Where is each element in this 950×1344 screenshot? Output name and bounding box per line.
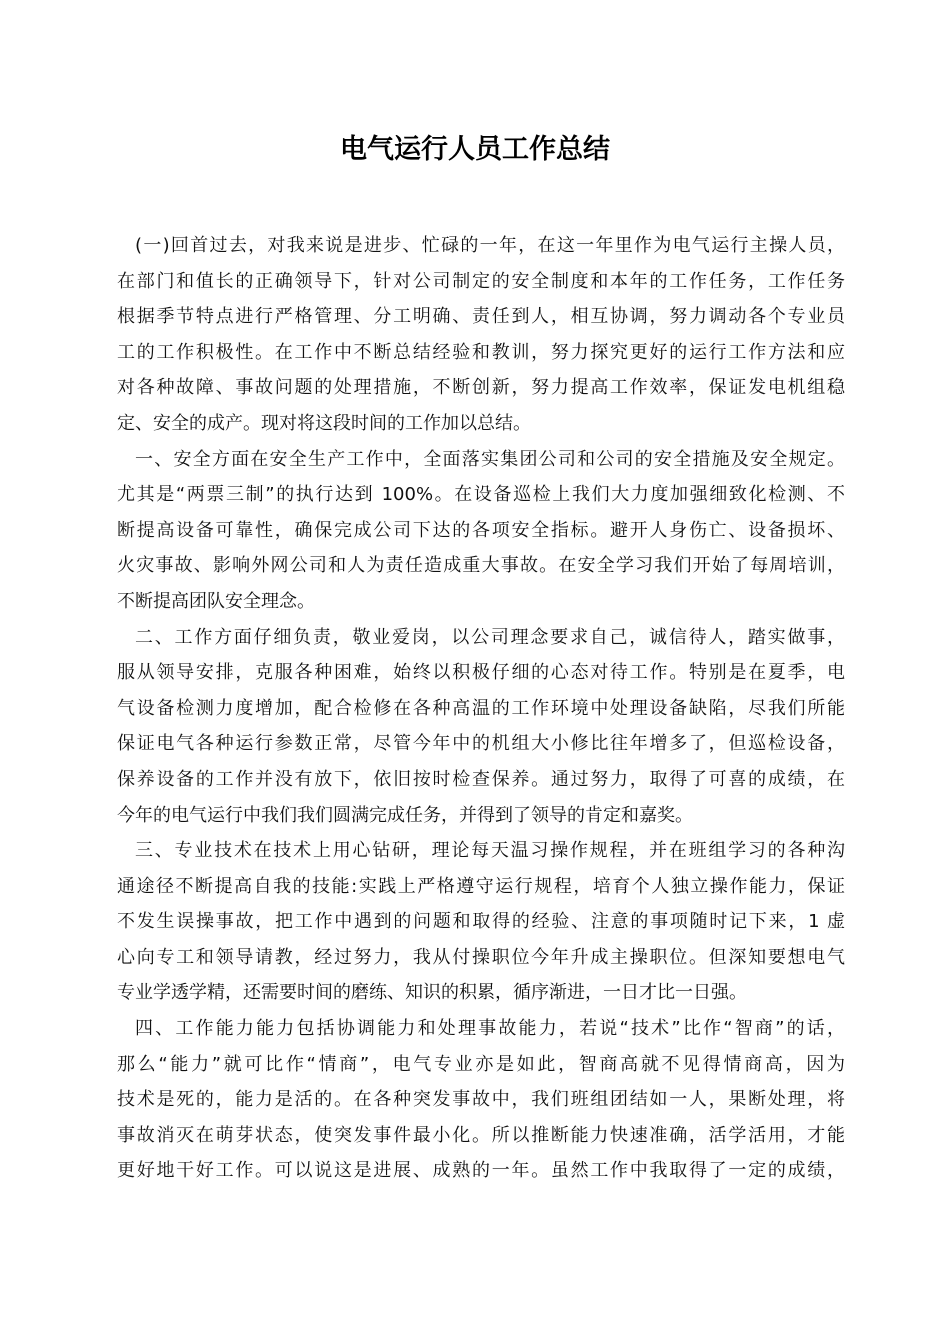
document-title: 电气运行人员工作总结	[340, 134, 610, 165]
paragraph-line: (一)回首过去，对我来说是进步、忙碌的一年，在这一年里作为电气运行主操人员，	[135, 235, 845, 256]
paragraph-line: 断提高设备可靠性，确保完成公司下达的各项安全指标。避开人身伤亡、设备损坏、	[117, 519, 845, 541]
paragraph-line: 心向专工和领导请教，经过努力，我从付操职位今年升成主操职位。但深知要想电气	[117, 946, 845, 968]
paragraph-line: 服从领导安排，克服各种困难，始终以积极仔细的心态对待工作。特别是在夏季，电	[117, 662, 845, 684]
paragraph-line: 更好地干好工作。可以说这是进展、成熟的一年。虽然工作中我取得了一定的成绩，	[117, 1160, 845, 1182]
paragraph-line: 定、安全的成产。现对将这段时间的工作加以总结。	[117, 412, 531, 434]
paragraph-line: 那么“能力”就可比作“情商”，电气专业亦是如此，智商高就不见得情商高，因为	[117, 1053, 845, 1075]
paragraph-line: 一、安全方面在安全生产工作中，全面落实集团公司和公司的安全措施及安全规定。	[135, 448, 845, 470]
paragraph-work	[117, 620, 845, 834]
paragraph-line: 气设备检测力度增加，配合检修在各种高温的工作环境中处理设备缺陷，尽我们所能	[117, 697, 845, 719]
paragraph-line: 工的工作积极性。在工作中不断总结经验和教训，努力探究更好的运行工作方法和应	[117, 341, 845, 363]
paragraph-intro	[117, 228, 845, 442]
paragraph-line: 通途径不断提高自我的技能:实践上严格遵守运行规程，培育个人独立操作能力，保证	[117, 875, 845, 897]
paragraph-line: 根据季节特点进行严格管理、分工明确、责任到人，相互协调，努力调动各个专业员	[117, 306, 845, 328]
paragraph-line: 不发生误操事故，把工作中遇到的问题和取得的经验、注意的事项随时记下来，1 虚	[117, 911, 845, 933]
paragraph-line: 尤其是“两票三制”的执行达到 100%。在设备巡检上我们大力度加强细致化检测、不	[117, 484, 845, 506]
document-body	[117, 228, 845, 1189]
paragraph-line: 保养设备的工作并没有放下，依旧按时检查保养。通过努力，取得了可喜的成绩，在	[117, 768, 845, 790]
paragraph-line: 专业学透学精，还需要时间的磨练、知识的积累，循序渐进，一日才比一日强。	[117, 982, 747, 1004]
paragraph-line: 二、工作方面仔细负责，敬业爱岗，以公司理念要求自己，诚信待人，踏实做事，	[135, 626, 845, 648]
paragraph-line: 四、工作能力能力包括协调能力和处理事故能力，若说“技术”比作“智商”的话，	[135, 1018, 845, 1040]
paragraph-line: 在部门和值长的正确领导下，针对公司制定的安全制度和本年的工作任务，工作任务	[117, 270, 845, 292]
paragraph-safety	[117, 442, 845, 620]
paragraph-line: 火灾事故、影响外网公司和人为责任造成重大事故。在安全学习我们开始了每周培训，	[117, 555, 845, 577]
paragraph-ability	[117, 1011, 845, 1189]
paragraph-technical	[117, 833, 845, 1011]
paragraph-line: 技术是死的，能力是活的。在各种突发事故中，我们班组团结如一人，果断处理，将	[117, 1089, 845, 1111]
paragraph-line: 对各种故障、事故问题的处理措施，不断创新，努力提高工作效率，保证发电机组稳	[117, 377, 845, 399]
paragraph-line: 今年的电气运行中我们我们圆满完成任务，并得到了领导的肯定和嘉奖。	[117, 804, 693, 826]
paragraph-line: 不断提高团队安全理念。	[117, 590, 315, 612]
paragraph-line: 三、专业技术在技术上用心钻研，理论每天温习操作规程，并在班组学习的各种沟	[135, 840, 845, 862]
paragraph-line: 保证电气各种运行参数正常，尽管今年中的机组大小修比往年增多了，但巡检设备，	[117, 733, 845, 755]
paragraph-line: 事故消灭在萌芽状态，使突发事件最小化。所以推断能力快速准确，活学活用，才能	[117, 1124, 845, 1146]
